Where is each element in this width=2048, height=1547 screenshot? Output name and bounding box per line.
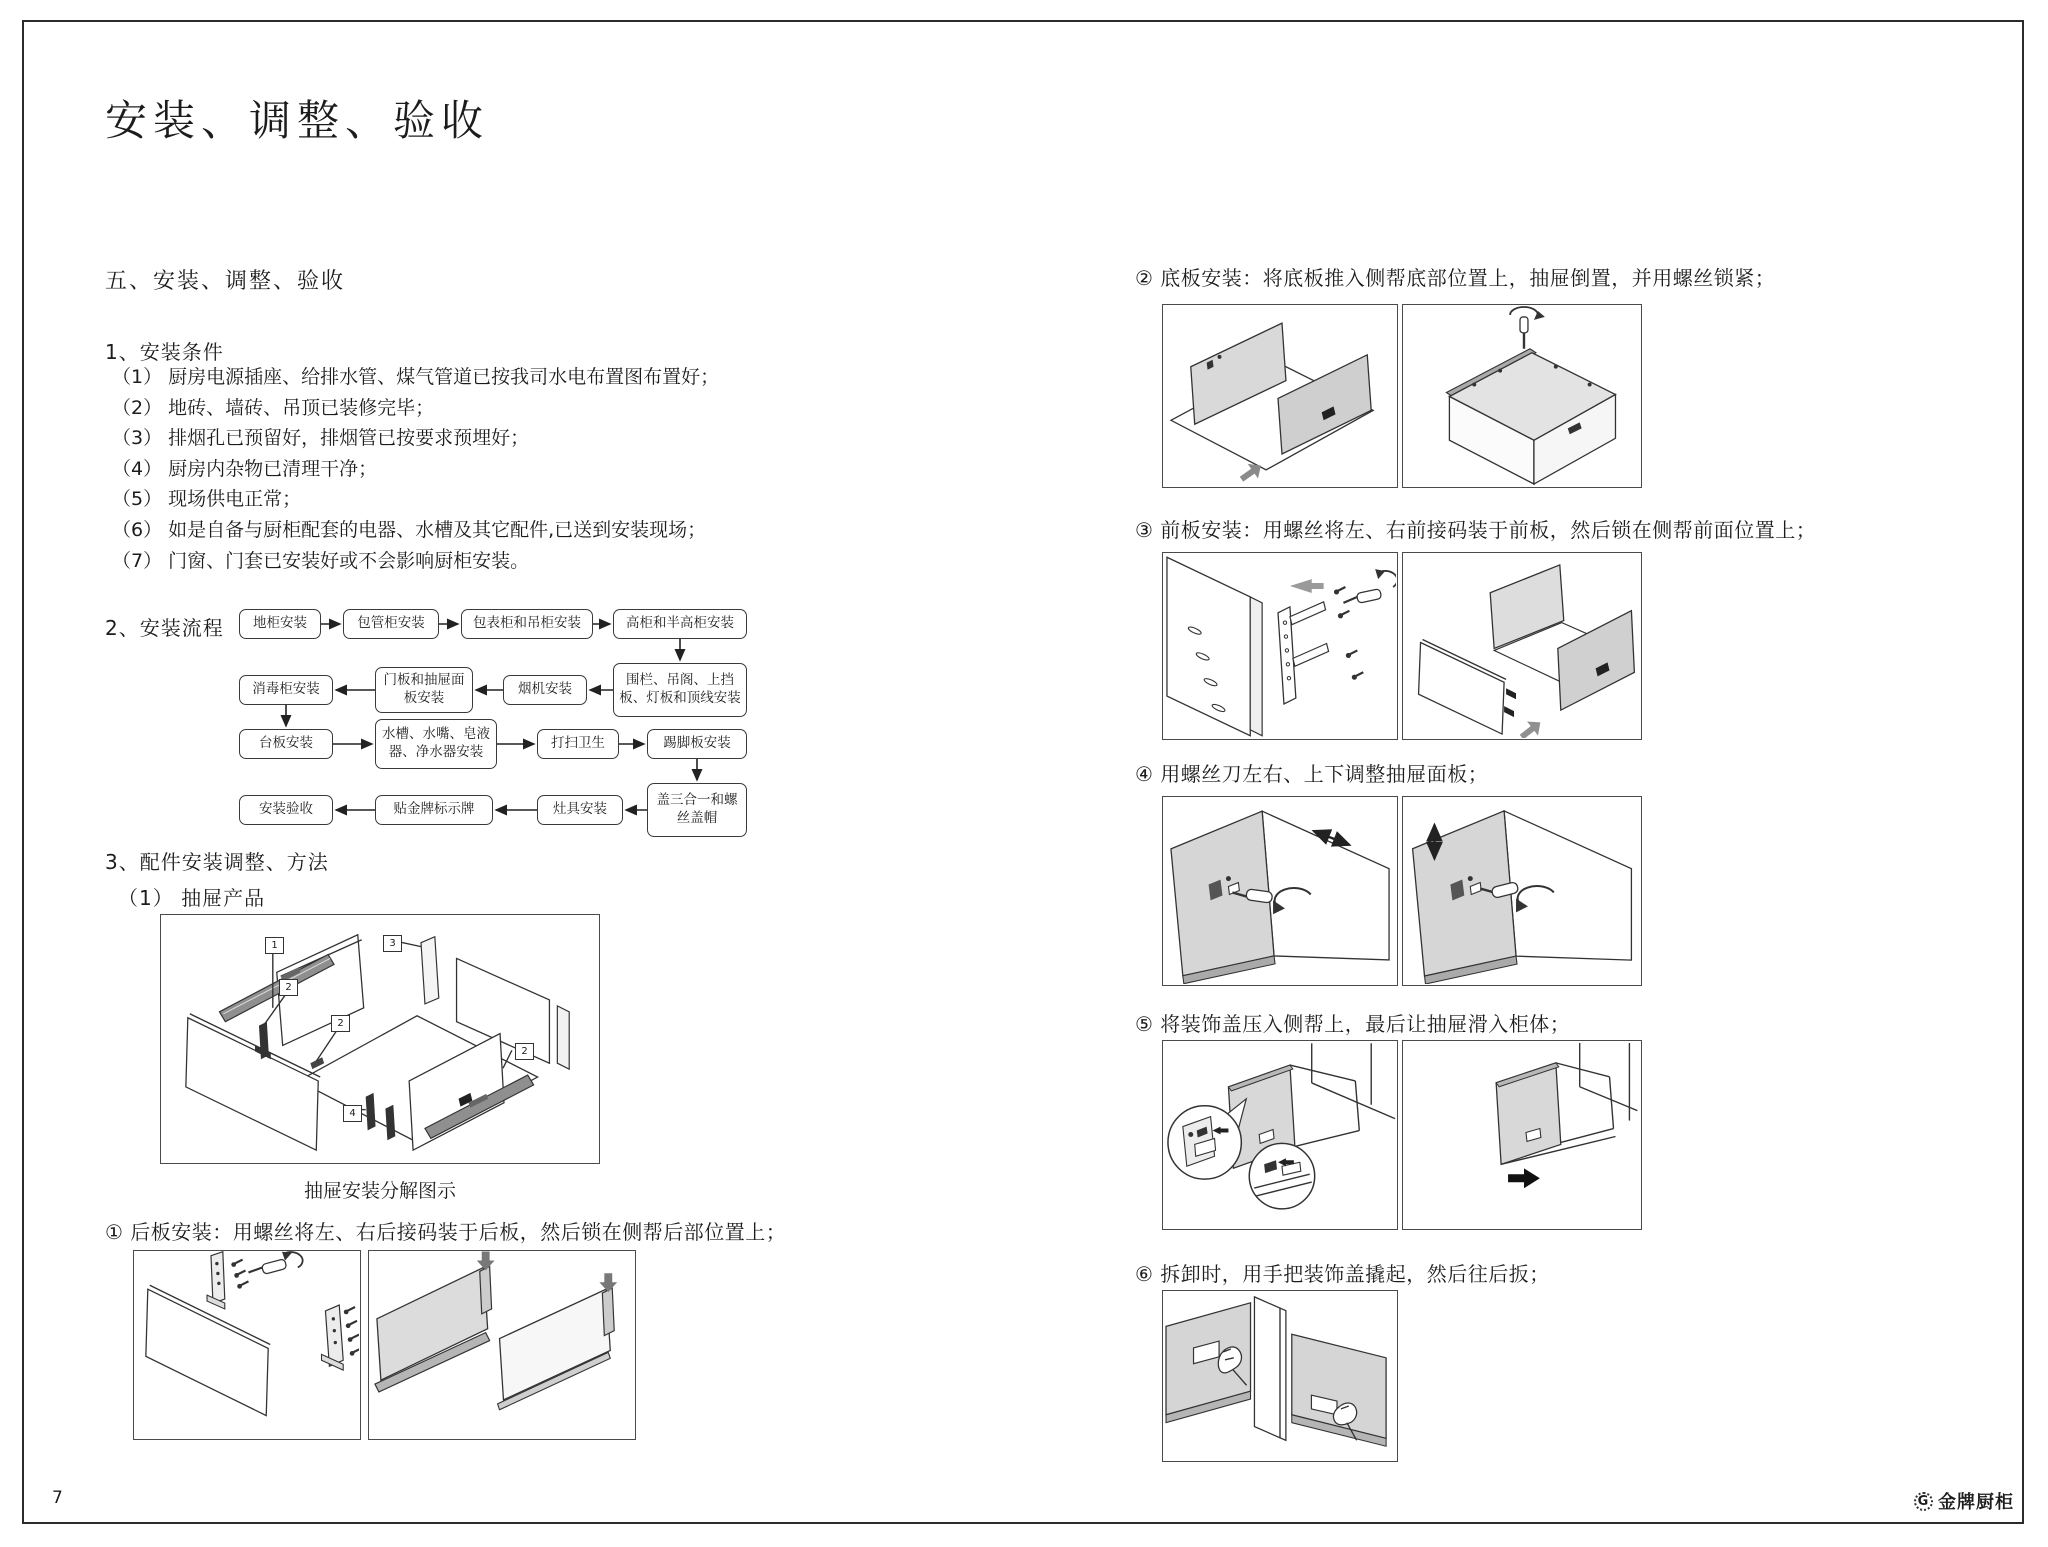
- flow-node-pipe-cabinet: 包管柜安装: [343, 609, 439, 639]
- conditions-heading: 1、安装条件: [105, 340, 224, 364]
- attach-front-panel-illustration: [1403, 553, 1640, 738]
- back-brackets-insert-illustration: [369, 1251, 634, 1438]
- brand-name: 金牌厨柜: [1938, 1492, 2014, 1513]
- step-text: 前板安装：用螺丝将左、右前接码装于前板，然后锁在侧帮前面位置上；: [1160, 518, 1817, 542]
- flow-node-hood: 烟机安装: [503, 675, 587, 705]
- brand-logo: [1914, 1488, 2014, 1514]
- step-3-panel-a: [1162, 552, 1398, 740]
- section-heading: 五、安装、调整、验收: [105, 269, 346, 294]
- flow-node-acceptance: 安装验收: [239, 795, 333, 825]
- slide-drawer-in-illustration: [1403, 1041, 1640, 1228]
- step-number: ④: [1135, 762, 1154, 786]
- front-panel-brackets-illustration: [1163, 553, 1396, 738]
- flow-heading: 2、安装流程: [105, 616, 224, 640]
- press-covers-illustration: [1163, 1041, 1396, 1228]
- remove-covers-illustration: [1163, 1291, 1396, 1460]
- step-3-panel-b: [1402, 552, 1642, 740]
- exploded-drawer-illustration: [161, 915, 598, 1162]
- flow-node-stove: 灶具安装: [537, 795, 623, 825]
- step-5-heading: [1135, 1008, 1570, 1037]
- diagram-caption: 抽屉安装分解图示: [303, 1180, 456, 1202]
- step-1-heading: [105, 1216, 786, 1245]
- step-text: 用螺丝刀左右、上下调整抽屉面板；: [1160, 762, 1489, 786]
- adjust-up-down-illustration: [1403, 797, 1640, 984]
- bottom-board-slide-illustration: [1163, 305, 1396, 486]
- step-3-heading: [1135, 514, 1816, 543]
- accessories-heading: 3、配件安装调整、方法: [105, 850, 329, 874]
- part-label: 2: [331, 1015, 350, 1032]
- back-panel-brackets-illustration: [134, 1251, 359, 1438]
- step-6-heading: [1135, 1258, 1550, 1287]
- flow-node-door-drawer-panel: 门板和抽屉面板安装: [375, 667, 473, 713]
- condition-item: （4） 厨房内杂物已清理干净；: [112, 457, 378, 480]
- step-1-panel-b: [368, 1250, 636, 1440]
- installation-flowchart: [237, 603, 749, 843]
- conditions-list: [112, 362, 719, 576]
- step-number: ③: [1135, 518, 1154, 542]
- part-label: 4: [343, 1105, 362, 1122]
- condition-item: （2） 地砖、墙砖、吊顶已装修完毕；: [112, 396, 435, 419]
- flow-node-countertop: 台板安装: [239, 729, 333, 759]
- flow-node-sink-faucet: 水槽、水嘴、皂液器、净水器安装: [375, 719, 497, 769]
- step-number: ⑤: [1135, 1012, 1154, 1036]
- step-text: 后板安装：用螺丝将左、右后接码装于后板，然后锁在侧帮后部位置上；: [130, 1220, 787, 1244]
- condition-item: （3） 排烟孔已预留好，排烟管已按要求预埋好；: [112, 427, 530, 450]
- part-label: 2: [279, 979, 298, 996]
- flow-node-meter-wall-cabinet: 包表柜和吊柜安装: [461, 609, 593, 639]
- step-2-panel-a: [1162, 304, 1398, 488]
- accessories-subheading: （1） 抽屉产品: [118, 886, 266, 910]
- condition-item: （1） 厨房电源插座、给排水管、煤气管道已按我司水电布置图布置好；: [112, 366, 720, 388]
- inverted-drawer-screw-illustration: [1403, 305, 1640, 486]
- step-text: 将装饰盖压入侧帮上，最后让抽屉滑入柜体；: [1160, 1012, 1571, 1036]
- step-2-panel-b: [1402, 304, 1642, 488]
- step-number: ②: [1135, 266, 1154, 290]
- page-number: 7: [52, 1488, 63, 1508]
- flow-node-kickboard: 踢脚板安装: [647, 729, 747, 759]
- step-number: ⑥: [1135, 1262, 1154, 1286]
- step-4-heading: [1135, 758, 1488, 787]
- step-text: 拆卸时，用手把装饰盖撬起，然后往后扳；: [1160, 1262, 1550, 1286]
- page-title: 安装、调整、验收: [105, 96, 490, 145]
- condition-item: （7） 门窗、门套已安装好或不会影响厨柜安装。: [112, 549, 530, 572]
- part-label: 3: [383, 935, 402, 952]
- step-1-panel-a: [133, 1250, 361, 1440]
- step-number: ①: [105, 1220, 124, 1244]
- flow-node-cleaning: 打扫卫生: [537, 729, 619, 759]
- flow-node-cover-caps: 盖三合一和螺丝盖帽: [647, 783, 747, 837]
- flow-node-rails-boards: 围栏、吊阁、上挡板、灯板和顶线安装: [613, 663, 747, 717]
- flow-node-tall-cabinet: 高柜和半高柜安装: [613, 609, 747, 639]
- step-5-panel-b: [1402, 1040, 1642, 1230]
- part-label: 2: [515, 1043, 534, 1060]
- step-4-panel-b: [1402, 796, 1642, 986]
- step-2-heading: [1135, 262, 1775, 291]
- flow-node-base-cabinet: 地柜安装: [239, 609, 321, 639]
- condition-item: （6） 如是自备与厨柜配套的电器、水槽及其它配件,已送到安装现场；: [112, 518, 707, 541]
- condition-item: （5） 现场供电正常；: [112, 488, 302, 511]
- adjust-left-right-illustration: [1163, 797, 1396, 984]
- exploded-diagram-panel: [160, 914, 600, 1164]
- step-text: 底板安装：将底板推入侧帮底部位置上，抽屉倒置，并用螺丝锁紧；: [1160, 266, 1776, 290]
- step-5-panel-a: [1162, 1040, 1398, 1230]
- part-label: 1: [265, 937, 284, 954]
- flow-node-brand-plate: 贴金牌标示牌: [375, 795, 493, 825]
- brand-mark-icon: G: [1914, 1492, 1933, 1511]
- step-6-panel: [1162, 1290, 1398, 1462]
- step-4-panel-a: [1162, 796, 1398, 986]
- flow-node-sterilizer: 消毒柜安装: [239, 675, 333, 705]
